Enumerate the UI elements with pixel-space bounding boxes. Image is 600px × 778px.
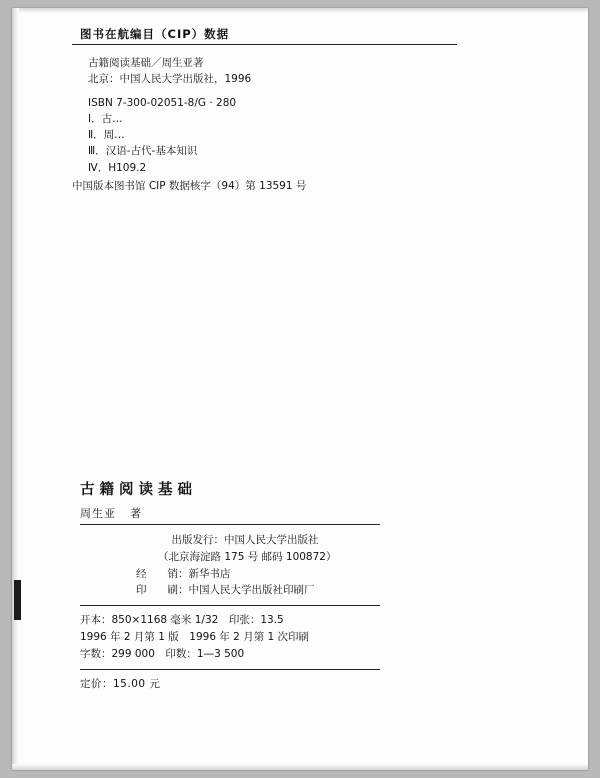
cip-body bbox=[72, 55, 532, 194]
cip-divider bbox=[72, 44, 457, 45]
distributor-label: 经 销： bbox=[136, 567, 189, 580]
colophon-block bbox=[80, 478, 410, 691]
copies-value: 1—3 500 bbox=[196, 647, 245, 660]
scanned-page bbox=[12, 8, 588, 770]
printer-label: 印 刷： bbox=[136, 584, 189, 597]
price-line bbox=[80, 676, 410, 691]
colophon-divider-mid bbox=[80, 605, 380, 606]
cip-entry-1: Ⅰ．古… bbox=[88, 112, 123, 125]
scan-edge-bottom bbox=[12, 764, 588, 770]
cip-imprint-line: 北京：中国人民大学出版社，1996 bbox=[88, 73, 252, 86]
format-value: 850×1168 毫米 1/32 bbox=[111, 614, 219, 627]
scan-edge-left bbox=[12, 8, 19, 770]
edition-line bbox=[80, 629, 410, 646]
cip-entry-2: Ⅱ．周… bbox=[88, 129, 125, 142]
distributor-name: 新华书店 bbox=[188, 567, 231, 580]
printer-name: 中国人民大学出版社印刷厂 bbox=[188, 584, 315, 597]
wordcount-label: 字数： bbox=[80, 647, 112, 660]
colophon-title: 古籍阅读基础 bbox=[80, 482, 197, 498]
cip-title-line: 古籍阅读基础／周生亚著 bbox=[88, 57, 204, 69]
colophon-author bbox=[80, 505, 410, 521]
cip-block bbox=[72, 26, 532, 194]
colophon-divider-bottom bbox=[80, 669, 380, 670]
wordcount-value: 299 000 bbox=[111, 647, 155, 660]
author-role: 著 bbox=[130, 507, 142, 520]
copies-label: 印数： bbox=[165, 647, 197, 660]
distributor-line bbox=[80, 566, 410, 583]
sheets-value: 13.5 bbox=[260, 614, 284, 627]
cip-heading: 图书在航编目（CIP）数据 bbox=[80, 27, 230, 41]
publisher-address: （北京海淀路 175 号 邮码 100872） bbox=[158, 550, 337, 563]
author-name: 周生亚 bbox=[80, 507, 116, 520]
format-line bbox=[80, 612, 410, 629]
price-value: 15.00 元 bbox=[113, 677, 161, 690]
colophon-divider-top bbox=[80, 524, 380, 525]
edition-value: 1996 年 2 月第 1 版 bbox=[80, 630, 179, 643]
cip-isbn: ISBN 7-300-02051-8/G · 280 bbox=[88, 96, 237, 109]
sheets-label: 印张： bbox=[228, 614, 261, 627]
cip-spacer bbox=[72, 88, 532, 95]
printing-value: 1996 年 2 月第 1 次印刷 bbox=[189, 630, 310, 643]
scan-edge-mark bbox=[14, 580, 21, 620]
printer-line bbox=[80, 582, 410, 599]
publisher-label: 出版发行： bbox=[171, 534, 224, 546]
cip-entry-4: Ⅳ．H109.2 bbox=[88, 161, 147, 174]
publisher-line bbox=[80, 532, 410, 549]
wordcount-line bbox=[80, 646, 410, 663]
format-label: 开本： bbox=[80, 614, 112, 627]
cip-entry-3: Ⅲ．汉语-古代-基本知识 bbox=[88, 145, 198, 158]
scan-edge-top bbox=[12, 8, 588, 13]
price-label: 定价： bbox=[80, 677, 113, 690]
publisher-name: 中国人民大学出版社 bbox=[224, 534, 319, 546]
cip-registration: 中国版本图书馆 CIP 数据核字（94）第 13591 号 bbox=[72, 179, 307, 192]
